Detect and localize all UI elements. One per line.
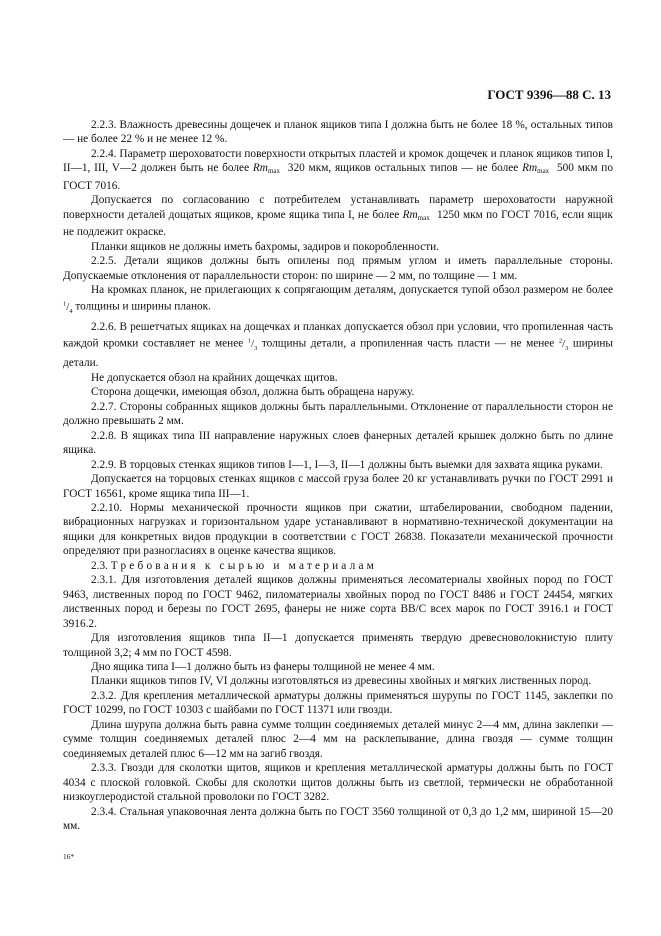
roughness-symbol	[253, 162, 284, 174]
fraction-numerator: 1	[247, 337, 252, 345]
fraction: $^1/_3$	[247, 337, 258, 353]
paragraph	[63, 240, 613, 254]
paragraph	[63, 385, 613, 399]
text-run: 2.3.3. Гвозди для сколотки щитов, ящиков и крепления металлической арматуры должны быть по ГОСТ 4034 с плоской головкой. Скобы для сколотки щитов должны быть из светлой, термически не обработанной низкоуглеродистой стальной проволоки по ГОСТ 3282.	[63, 762, 613, 804]
fraction-denominator: 3	[254, 345, 258, 353]
text-run: Планки ящиков не должны иметь бахромы, задиров и покоробленности.	[91, 240, 440, 253]
text-run: 2.2.6. В решетчатых ящиках на дощечках и планках допускается обзол при условии, что пропиленная часть каждой кромки составляет не менее	[63, 320, 613, 350]
text-run: Сторона дощечки, имеющая обзол, должна быть обращена наружу.	[91, 386, 415, 399]
fraction: $^2/_3$	[558, 337, 569, 353]
text-run: 2.2.9. В торцовых стенках ящиков типов I—1, I—3, II—1 должны быть выемки для захвата ящика руками.	[91, 458, 603, 471]
text-run: Допускается на торцовых стенках ящиков с массой груза более 20 кг устанавливать ручки по ГОСТ 2991 и ГОСТ 16561, кроме ящика типа III—1.	[63, 473, 613, 500]
text-run: 2.2.7. Стороны собранных ящиков должны быть параллельными. Отклонение от параллельности сторон не должно превышать 2 мм.	[63, 400, 613, 428]
signature-mark: 16*	[63, 852, 75, 861]
paragraph	[63, 320, 613, 371]
symbol-rm: Rm	[252, 162, 268, 175]
text-run: Допускается по согласованию с потребителем устанавливать параметр шероховатости наружной поверхности деталей дощатых ящиков, кроме ящика типа I, не более	[63, 194, 613, 221]
text-run: Не допускается обзол на крайних дощечках щитов.	[91, 371, 338, 384]
paragraph	[63, 429, 613, 458]
text-run: 2.2.3. Влажность древесины дощечек и планок ящиков типа I должна быть не более 18 %, остальных типов — не более 22 % и не менее 12 %.	[63, 119, 613, 146]
fraction-denominator: 4	[69, 308, 73, 316]
text-run: 2.3.2. Для крепления металлической арматуры должны применяться шурупы по ГОСТ 1145, заклепки по ГОСТ 10299, по ГОСТ 10303 с шайбами по ГОСТ 11371 или гвозди.	[63, 689, 613, 717]
text-run: Длина шурупа должна быть равна сумме толщин соединяемых деталей минус 2—4 мм, длина заклепки — сумме толщин соединяемых деталей плюс 2—4 мм на расклепывание, длина гвоздя — сумме толщин соединяемых деталей плюс 6—12 мм на загиб гвоздя.	[63, 718, 613, 760]
text-run: 2.2.8. В ящиках типа III направление наружных слоев фанерных деталей крышек должно быть по длине ящика.	[63, 429, 613, 457]
text-run: 320 мкм, ящиков остальных типов — не более	[284, 162, 523, 175]
fraction: $^1/_4$	[63, 300, 73, 316]
paragraph	[63, 118, 613, 147]
text-run: Для изготовления ящиков типа II—1 допускается применять твердую древесноволокнистую плиту толщиной 3,2; 4 мм по ГОСТ 4598.	[63, 632, 613, 659]
section-heading: Требования к сырью и материалам	[110, 559, 378, 572]
text-run: ширины детали.	[63, 337, 614, 370]
text-run: толщины детали, а пропиленная часть пласти — не менее	[257, 337, 559, 350]
text-run: 2.3.	[91, 559, 111, 572]
document-body	[63, 118, 613, 833]
paragraph	[63, 400, 613, 429]
fraction-denominator: 3	[565, 345, 569, 353]
roughness-symbol	[403, 209, 434, 221]
paragraph	[63, 193, 613, 239]
page-header: ГОСТ 9396—88 С. 13	[487, 87, 611, 102]
paragraph	[63, 147, 613, 193]
text-run: 2.2.5. Детали ящиков должны быть опилены под прямым углом и иметь параллельные стороны. Допускаемые отклонения от параллельности сторон: по ширине — 2 мм, по толщине — 1 мм.	[63, 255, 613, 282]
roughness-symbol	[522, 162, 553, 174]
paragraph	[63, 689, 613, 718]
paragraph	[63, 718, 613, 761]
symbol-subscript: max	[267, 167, 281, 176]
paragraph	[63, 573, 613, 631]
symbol-rm: Rm	[522, 162, 538, 175]
text-run: 2.3.4. Стальная упаковочная лента должна быть по ГОСТ 3560 толщиной от 0,3 до 1,2 мм, шириной 15—20 мм.	[63, 805, 613, 832]
paragraph	[63, 371, 613, 385]
text-run: 2.2.4. Параметр шероховатости поверхности открытых пластей и кромок дощечек и планок ящиков типов I, II—1, III, V—2 должен быть не более	[63, 147, 613, 175]
symbol-rm: Rm	[402, 208, 418, 221]
text-run: 500 мкм по ГОСТ 7016.	[63, 162, 614, 192]
text-run: 2.3.1. Для изготовления деталей ящиков должны применяться лесоматериалы хвойных пород по ГОСТ 9463, лиственных пород по ГОСТ 9462, пиломатериалы хвойных пород по ГОСТ 8486 и ГОСТ 24454, мягких лиственных пород и березы по ГОСТ 2695, фанеры не ниже сорта ВВ/С всех марок по ГОСТ 3916.1 и ГОСТ 3916.2.	[63, 574, 613, 630]
paragraph	[63, 761, 613, 804]
paragraph	[63, 472, 613, 501]
text-run: толщины и ширины планок.	[72, 301, 211, 314]
fraction-numerator: 1	[63, 300, 67, 308]
text-run: Дно ящика типа I—1 должно быть из фанеры толщиной не менее 4 мм.	[91, 661, 435, 673]
paragraph	[63, 674, 613, 688]
paragraph	[63, 805, 613, 834]
text-run: 2.2.10. Нормы механической прочности ящиков при сжатии, штабелировании, свободном падении, вибрационных нагрузках и горизонтальном ударе устанавливают в нормативно-технической документации на ящики для конкретных видов продукции в соответствии с ГОСТ 26838. Показатели механической прочности определяют при разногласиях в оценке качества ящиков.	[63, 502, 613, 558]
text-run: 1250 мкм по ГОСТ 7016, если ящик не подлежит окраске.	[63, 208, 613, 239]
paragraph	[63, 458, 613, 472]
paragraph	[63, 501, 613, 559]
paragraph	[63, 631, 613, 660]
symbol-subscript: max	[417, 213, 430, 222]
fraction-numerator: 2	[558, 337, 563, 345]
paragraph	[63, 559, 613, 573]
paragraph	[63, 254, 613, 283]
text-run: На кромках планок, не прилегающих к сопрягающим деталям, допускается тупой обзол размером не более	[91, 283, 613, 296]
paragraph	[63, 660, 613, 674]
text-run: Планки ящиков типов IV, VI должны изготовляться из древесины хвойных и мягких лиственных пород.	[91, 675, 592, 688]
paragraph	[63, 283, 613, 320]
symbol-subscript: max	[537, 167, 550, 176]
